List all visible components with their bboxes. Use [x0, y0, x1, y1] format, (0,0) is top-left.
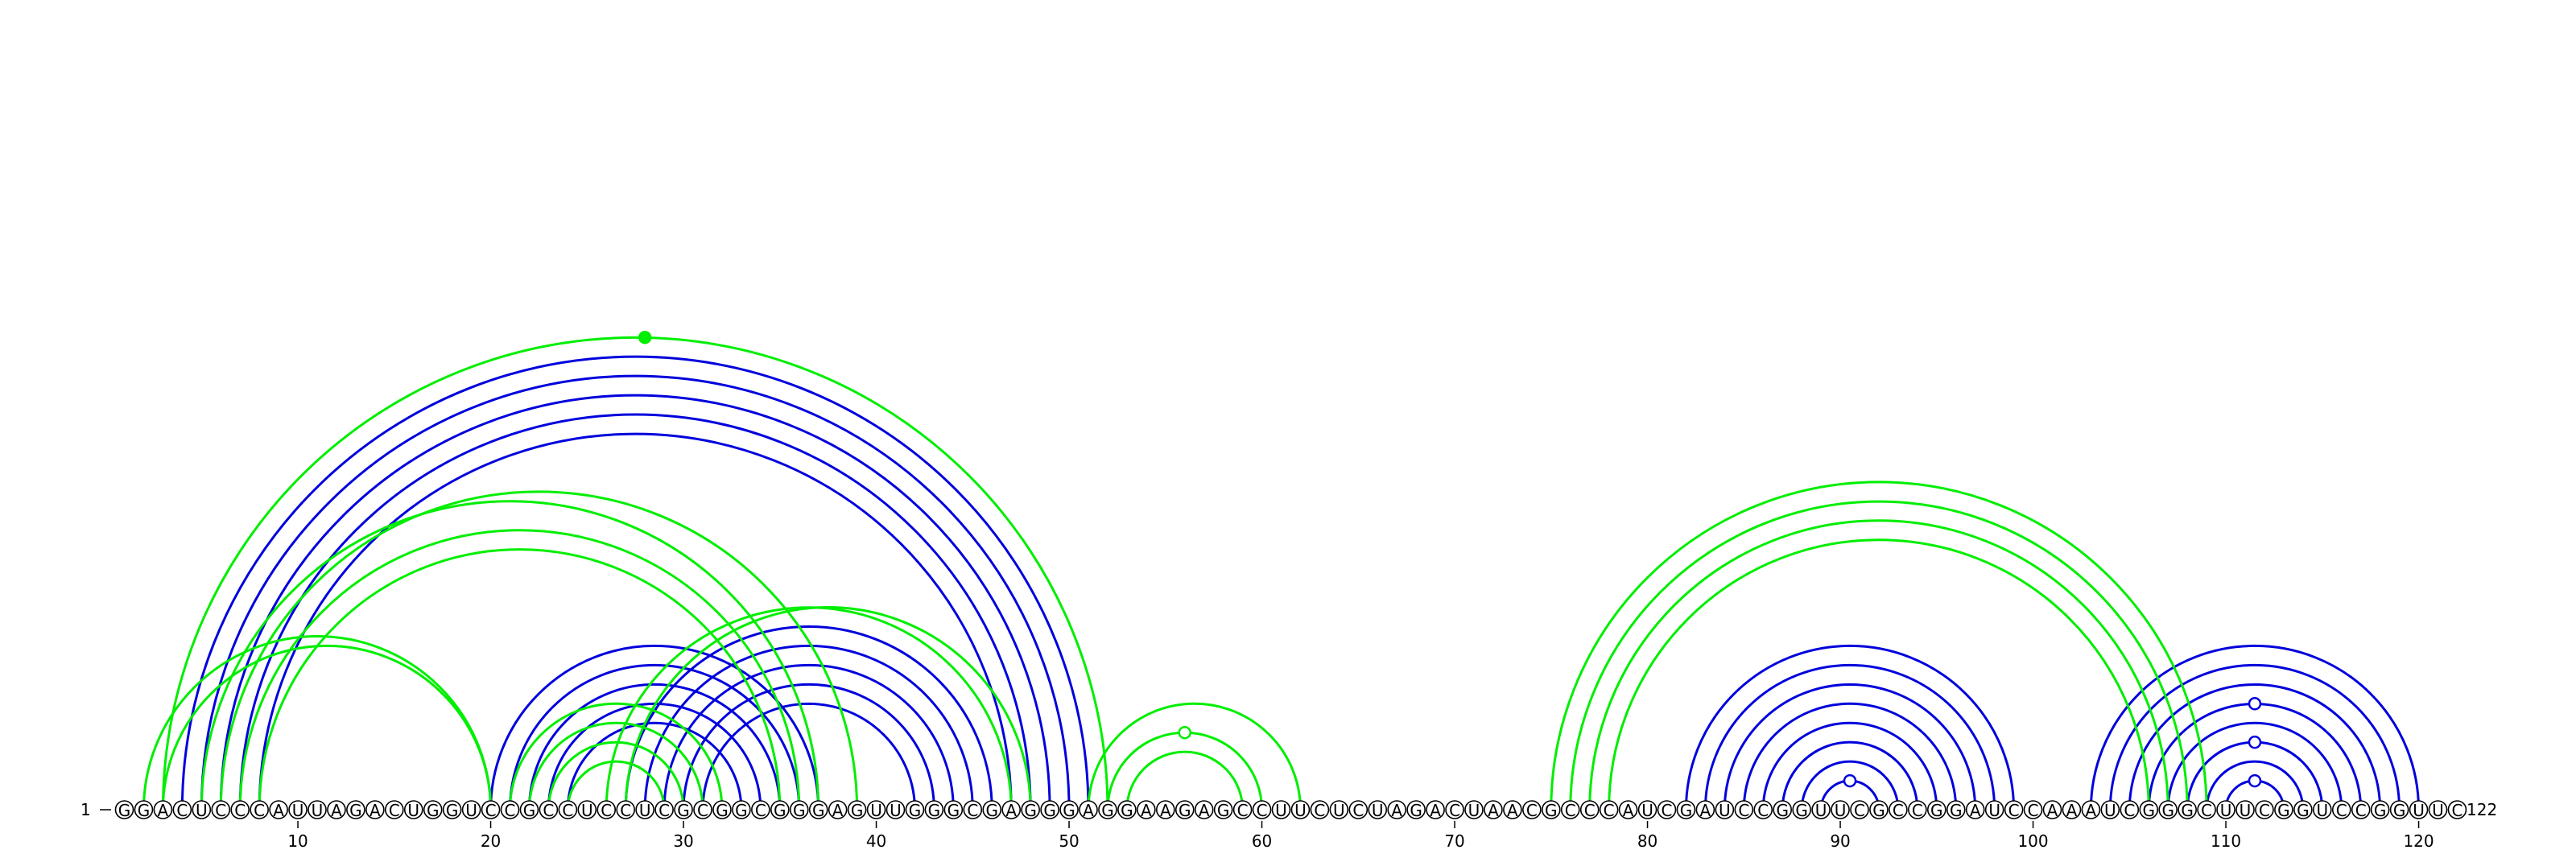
nucleotide	[154, 801, 171, 820]
nucleotide-letter: C	[1911, 801, 1923, 820]
nucleotide	[2333, 801, 2351, 820]
arc-series-green	[143, 337, 2207, 810]
nucleotide-letter: C	[697, 801, 708, 820]
nucleotide-letter: A	[1083, 801, 1094, 820]
arc-blue-86-95	[1763, 723, 1937, 810]
nucleotide	[1542, 801, 1560, 820]
nucleotide-letter: C	[1314, 801, 1326, 820]
nucleotide	[1831, 801, 1849, 820]
hairpin-marker	[2249, 698, 2260, 709]
nucleotide-letter: A	[2085, 801, 2097, 820]
nucleotide-letter: G	[2142, 801, 2155, 820]
tick-label: 10	[287, 831, 308, 851]
nucleotide	[675, 801, 692, 820]
nucleotide	[771, 801, 789, 820]
arc-green-52-60	[1108, 732, 1262, 810]
nucleotide	[424, 801, 442, 820]
nucleotide-letter: U	[2316, 801, 2329, 820]
nucleotide	[2410, 801, 2428, 820]
nucleotide-letter: G	[2161, 801, 2174, 820]
nucleotide-letter: C	[967, 801, 979, 820]
nucleotide	[1426, 801, 1444, 820]
nucleotide	[2025, 801, 2042, 820]
nucleotide-letter: C	[2355, 801, 2367, 820]
nucleotide-letter: G	[1950, 801, 1963, 820]
nucleotide-letter: G	[118, 801, 131, 820]
nucleotide	[1600, 801, 1618, 820]
nucleotide-letter: C	[1352, 801, 1364, 820]
arc-green-77-107	[1590, 521, 2169, 810]
nucleotide	[2256, 801, 2273, 820]
nucleotide	[1851, 801, 1868, 820]
nucleotide-letter: A	[1699, 801, 1711, 820]
nucleotide-letter: G	[1024, 801, 1037, 820]
nucleotide	[1080, 801, 1097, 820]
nucleotide-letter: U	[2239, 801, 2252, 820]
nucleotide	[2294, 801, 2312, 820]
hairpin-marker	[1844, 775, 1856, 786]
nucleotide-letter: A	[2066, 801, 2078, 820]
nucleotide-letter: C	[1603, 801, 1615, 820]
nucleotide	[444, 801, 461, 820]
nucleotide-letter: U	[311, 801, 324, 820]
nucleotide-letter: A	[1430, 801, 1441, 820]
nucleotide	[347, 801, 365, 820]
nucleotide	[502, 801, 519, 820]
arc-green-76-108	[1571, 501, 2187, 810]
nucleotide	[983, 801, 1001, 820]
nucleotide-letter: C	[254, 801, 266, 820]
arc-green-22-31	[529, 723, 703, 810]
tick-90	[1830, 821, 1850, 851]
nucleotide-letter: U	[1834, 801, 1847, 820]
nucleotide	[1368, 801, 1386, 820]
tick-label: 20	[480, 831, 502, 851]
nucleotide-letter: G	[349, 801, 362, 820]
nucleotide-letter: C	[2124, 801, 2136, 820]
nucleotide-letter: C	[2451, 801, 2463, 820]
tick-80	[1637, 821, 1657, 851]
nucleotide-letter: G	[1776, 801, 1789, 820]
nucleotide	[2159, 801, 2177, 820]
tick-110	[2211, 821, 2241, 851]
nucleotide-letter: G	[774, 801, 786, 820]
arc-green-5-37	[201, 501, 818, 810]
nucleotide-letter: U	[2104, 801, 2116, 820]
nucleotide	[752, 801, 770, 820]
tick-label: 80	[1637, 831, 1658, 851]
nucleotide-letter: U	[1468, 801, 1480, 820]
nucleotide	[1311, 801, 1328, 820]
nucleotide	[1812, 801, 1830, 820]
nucleotide-letter: C	[658, 801, 671, 820]
nucleotide	[2352, 801, 2370, 820]
nucleotide	[1176, 801, 1194, 820]
nucleotide-letter: G	[1679, 801, 1693, 820]
nucleotide	[1715, 801, 1733, 820]
nucleotide-letter: A	[1159, 801, 1171, 820]
nucleotide	[1446, 801, 1463, 820]
nucleotide-letter: G	[2392, 801, 2406, 820]
nucleotide-letter: U	[195, 801, 208, 820]
nucleotide-letter: U	[2413, 801, 2425, 820]
nucleotide	[2140, 801, 2157, 820]
nucleotide-letter: C	[1236, 801, 1249, 820]
tick-50	[1059, 821, 1079, 851]
start-label: 1	[80, 800, 91, 819]
tick-label: 50	[1059, 831, 1080, 851]
nucleotide-letter: C	[1661, 801, 1673, 820]
nucleotide-letter: A	[369, 801, 381, 820]
nucleotide-letter: C	[2201, 801, 2213, 820]
nucleotide-letter: A	[1141, 801, 1152, 820]
nucleotide-letter: G	[2373, 801, 2387, 820]
nucleotide	[810, 801, 828, 820]
nucleotide	[1909, 801, 1926, 820]
nucleotide-letter: U	[1641, 801, 1653, 820]
nucleotide	[2275, 801, 2293, 820]
nucleotide	[1639, 801, 1657, 820]
nucleotide	[617, 801, 634, 820]
nucleotide-letter: U	[1719, 801, 1731, 820]
tick-label: 110	[2210, 831, 2242, 851]
tick-70	[1444, 821, 1464, 851]
nucleotide	[2429, 801, 2447, 820]
arc-green-75-109	[1551, 482, 2207, 810]
nucleotide-letter: C	[1757, 801, 1769, 820]
nucleotide	[2217, 801, 2235, 820]
nucleotide-letter: A	[1488, 801, 1499, 820]
nucleotide	[289, 801, 307, 820]
nucleotide	[655, 801, 673, 820]
nucleotide	[270, 801, 287, 820]
nucleotide	[2178, 801, 2196, 820]
arc-blue-4-51	[182, 357, 1088, 810]
nucleotide-letter: C	[1583, 801, 1596, 820]
tick-label: 40	[865, 831, 887, 851]
nucleotide	[2198, 801, 2215, 820]
nucleotide	[887, 801, 905, 820]
nucleotide-letter: C	[504, 801, 516, 820]
nucleotide	[964, 801, 981, 820]
nucleotide-letter: C	[2027, 801, 2039, 820]
hairpin-marker	[2249, 736, 2260, 748]
nucleotide	[1330, 801, 1348, 820]
nucleotide-letter: U	[1294, 801, 1307, 820]
nucleotide	[1773, 801, 1791, 820]
nucleotide	[1620, 801, 1637, 820]
nucleotide-letter: A	[1507, 801, 1518, 820]
nucleotide	[1793, 801, 1810, 820]
nucleotide	[1137, 801, 1155, 820]
tick-label: 90	[1830, 831, 1851, 851]
nucleotide-letter: C	[2335, 801, 2347, 820]
nucleotide-letter: U	[890, 801, 902, 820]
nucleotide-letter: C	[234, 801, 246, 820]
nucleotide	[694, 801, 712, 820]
nucleotide-letter: G	[1872, 801, 1885, 820]
tick-120	[2403, 821, 2434, 851]
nucleotide-letter: G	[2181, 801, 2194, 820]
nucleotide-letter: G	[985, 801, 998, 820]
nucleotide-letter: U	[407, 801, 420, 820]
tick-20	[481, 821, 501, 851]
arc-green-51-62	[1088, 703, 1300, 810]
nucleotide	[1465, 801, 1483, 820]
nucleotide-letter: G	[445, 801, 459, 820]
nucleotide	[1581, 801, 1599, 820]
nucleotide-track	[116, 801, 2467, 820]
nucleotide	[386, 801, 403, 820]
nucleotide-letter: G	[1179, 801, 1191, 820]
nucleotide	[2314, 801, 2331, 820]
nucleotide-letter: C	[620, 801, 632, 820]
nucleotide	[1658, 801, 1676, 820]
nucleotide	[2005, 801, 2023, 820]
position-axis	[287, 821, 2434, 851]
nucleotide-letter: A	[1198, 801, 1210, 820]
nucleotide-letter: C	[601, 801, 613, 820]
nucleotide	[1696, 801, 1714, 820]
nucleotide	[2082, 801, 2099, 820]
nucleotide-letter: C	[1892, 801, 1904, 820]
nucleotide-letter: C	[543, 801, 555, 820]
nucleotide-letter: U	[1814, 801, 1827, 820]
nucleotide-letter: A	[2046, 801, 2058, 820]
nucleotide	[212, 801, 229, 820]
nucleotide	[1967, 801, 1984, 820]
nucleotide	[1291, 801, 1309, 820]
arc-blue-85-96	[1744, 703, 1955, 810]
nucleotide	[250, 801, 268, 820]
hairpin-marker	[2249, 775, 2260, 786]
tick-label: 30	[673, 831, 694, 851]
nucleotide	[713, 801, 731, 820]
tick-label: 120	[2403, 831, 2434, 851]
nucleotide	[1215, 801, 1232, 820]
nucleotide-letter: C	[1854, 801, 1865, 820]
nucleotide	[2044, 801, 2062, 820]
nucleotide	[636, 801, 654, 820]
nucleotide	[231, 801, 249, 820]
nucleotide	[405, 801, 423, 820]
nucleotide	[1041, 801, 1059, 820]
nucleotide	[906, 801, 923, 820]
nucleotide-letter: G	[716, 801, 729, 820]
nucleotide-letter: G	[1795, 801, 1808, 820]
nucleotide	[791, 801, 808, 820]
nucleotide-letter: G	[1410, 801, 1422, 820]
nucleotide-letter: C	[1449, 801, 1461, 820]
nucleotide	[1677, 801, 1695, 820]
tick-label: 100	[2017, 831, 2049, 851]
nucleotide	[1099, 801, 1117, 820]
nucleotide-letter: C	[1738, 801, 1750, 820]
nucleotide	[308, 801, 326, 820]
nucleotide-letter: G	[1930, 801, 1943, 820]
nucleotide	[2391, 801, 2409, 820]
nucleotide	[1195, 801, 1213, 820]
nucleotide-letter: G	[2277, 801, 2290, 820]
marker-green-56	[1179, 727, 1191, 738]
nucleotide-letter: G	[1545, 801, 1558, 820]
nucleotide-letter: C	[176, 801, 188, 820]
nucleotide	[2120, 801, 2138, 820]
tick-10	[287, 821, 308, 851]
end-label: 122	[2467, 800, 2498, 819]
nucleotide-letter: G	[2297, 801, 2310, 820]
nucleotide-letter: U	[1333, 801, 1345, 820]
tick-label: 70	[1444, 831, 1465, 851]
tick-label: 60	[1251, 831, 1273, 851]
nucleotide-letter: C	[1256, 801, 1268, 820]
nucleotide	[116, 801, 134, 820]
nucleotide	[1928, 801, 1946, 820]
nucleotide-letter: G	[793, 801, 806, 820]
nucleotide-letter: A	[832, 801, 844, 820]
nucleotide-letter: U	[638, 801, 651, 820]
nucleotide	[733, 801, 750, 820]
nucleotide	[1388, 801, 1406, 820]
nucleotide-letter: G	[735, 801, 748, 820]
nucleotide-letter: G	[1043, 801, 1056, 820]
nucleotide-letter: A	[331, 801, 342, 820]
marker-layer	[639, 332, 2260, 786]
nucleotide-letter: A	[1622, 801, 1634, 820]
nucleotide	[328, 801, 345, 820]
nucleotide	[1870, 801, 1888, 820]
nucleotide	[944, 801, 962, 820]
nucleotide-letter: G	[908, 801, 922, 820]
nucleotide-letter: C	[754, 801, 766, 820]
tick-30	[673, 821, 693, 851]
nucleotide-letter: A	[1969, 801, 1981, 820]
nucleotide	[1504, 801, 1521, 820]
nucleotide-letter: C	[388, 801, 400, 820]
nucleotide-letter: G	[1101, 801, 1114, 820]
nucleotide	[578, 801, 596, 820]
nucleotide-letter: U	[580, 801, 593, 820]
nucleotide	[192, 801, 210, 820]
nucleotide	[1986, 801, 2004, 820]
nucleotide	[1349, 801, 1367, 820]
nucleotide	[2062, 801, 2080, 820]
nucleotide	[829, 801, 847, 820]
nucleotide-letter: C	[2258, 801, 2270, 820]
nucleotide-letter: C	[2008, 801, 2020, 820]
nucleotide-letter: A	[273, 801, 284, 820]
nucleotide	[1484, 801, 1502, 820]
arc-green-8-35	[259, 550, 780, 810]
nucleotide	[539, 801, 557, 820]
nucleotide	[1754, 801, 1772, 820]
nucleotide	[597, 801, 615, 820]
nucleotide	[366, 801, 384, 820]
nucleotide-letter: C	[485, 801, 497, 820]
nucleotide-letter: G	[1063, 801, 1075, 820]
nucleotide-letter: G	[811, 801, 825, 820]
arc-blue-106-117	[2149, 703, 2360, 810]
nucleotide	[848, 801, 866, 820]
nucleotide	[1253, 801, 1271, 820]
nucleotide	[1118, 801, 1136, 820]
nucleotide	[868, 801, 886, 820]
nucleotide-letter: A	[157, 801, 169, 820]
nucleotide	[463, 801, 481, 820]
nucleotide	[1157, 801, 1174, 820]
nucleotide	[559, 801, 576, 820]
nucleotide	[134, 801, 152, 820]
nucleotide-letter: A	[1005, 801, 1018, 820]
nucleotide-letter: U	[291, 801, 304, 820]
nucleotide-letter: U	[2219, 801, 2232, 820]
nucleotide-letter: C	[215, 801, 227, 820]
nucleotide-letter: C	[562, 801, 574, 820]
nucleotide-letter: U	[1988, 801, 2000, 820]
nucleotide-letter: G	[850, 801, 864, 820]
nucleotide-letter: G	[426, 801, 440, 820]
nucleotide	[1523, 801, 1541, 820]
nucleotide	[520, 801, 538, 820]
tick-60	[1252, 821, 1272, 851]
nucleotide	[1562, 801, 1579, 820]
nucleotide	[1407, 801, 1425, 820]
nucleotide	[1273, 801, 1290, 820]
nucleotide	[1002, 801, 1020, 820]
nucleotide	[2236, 801, 2254, 820]
arc-series-blue	[182, 357, 2418, 810]
arc-green-3-52	[163, 337, 1108, 810]
nucleotide	[925, 801, 943, 820]
nucleotide	[2101, 801, 2119, 820]
nucleotide	[1889, 801, 1907, 820]
nucleotide-letter: C	[1525, 801, 1538, 820]
nucleotide-letter: G	[1121, 801, 1133, 820]
nucleotide	[1947, 801, 1965, 820]
marker-green-28	[639, 332, 650, 343]
tick-100	[2017, 821, 2048, 851]
nucleotide	[2448, 801, 2466, 820]
arc-layer	[143, 337, 2418, 810]
nucleotide-letter: G	[927, 801, 941, 820]
nucleotide-letter: C	[1564, 801, 1576, 820]
nucleotide-letter: U	[2432, 801, 2444, 820]
nucleotide-letter: G	[947, 801, 960, 820]
nucleotide-letter: G	[522, 801, 536, 820]
nucleotide-letter: U	[1275, 801, 1287, 820]
nucleotide	[1060, 801, 1078, 820]
nucleotide	[482, 801, 500, 820]
nucleotide	[173, 801, 191, 820]
tick-40	[866, 821, 886, 851]
nucleotide-letter: U	[1371, 801, 1384, 820]
nucleotide-letter: G	[1216, 801, 1230, 820]
nucleotide	[2372, 801, 2389, 820]
nucleotide-letter: A	[1391, 801, 1403, 820]
nucleotide-letter: G	[677, 801, 690, 820]
nucleotide-letter: U	[870, 801, 882, 820]
nucleotide	[1022, 801, 1039, 820]
nucleotide	[1234, 801, 1252, 820]
nucleotide	[1735, 801, 1752, 820]
nucleotide-letter: G	[137, 801, 151, 820]
arc-green-2-20	[143, 637, 490, 810]
nucleotide-letter: U	[465, 801, 477, 820]
